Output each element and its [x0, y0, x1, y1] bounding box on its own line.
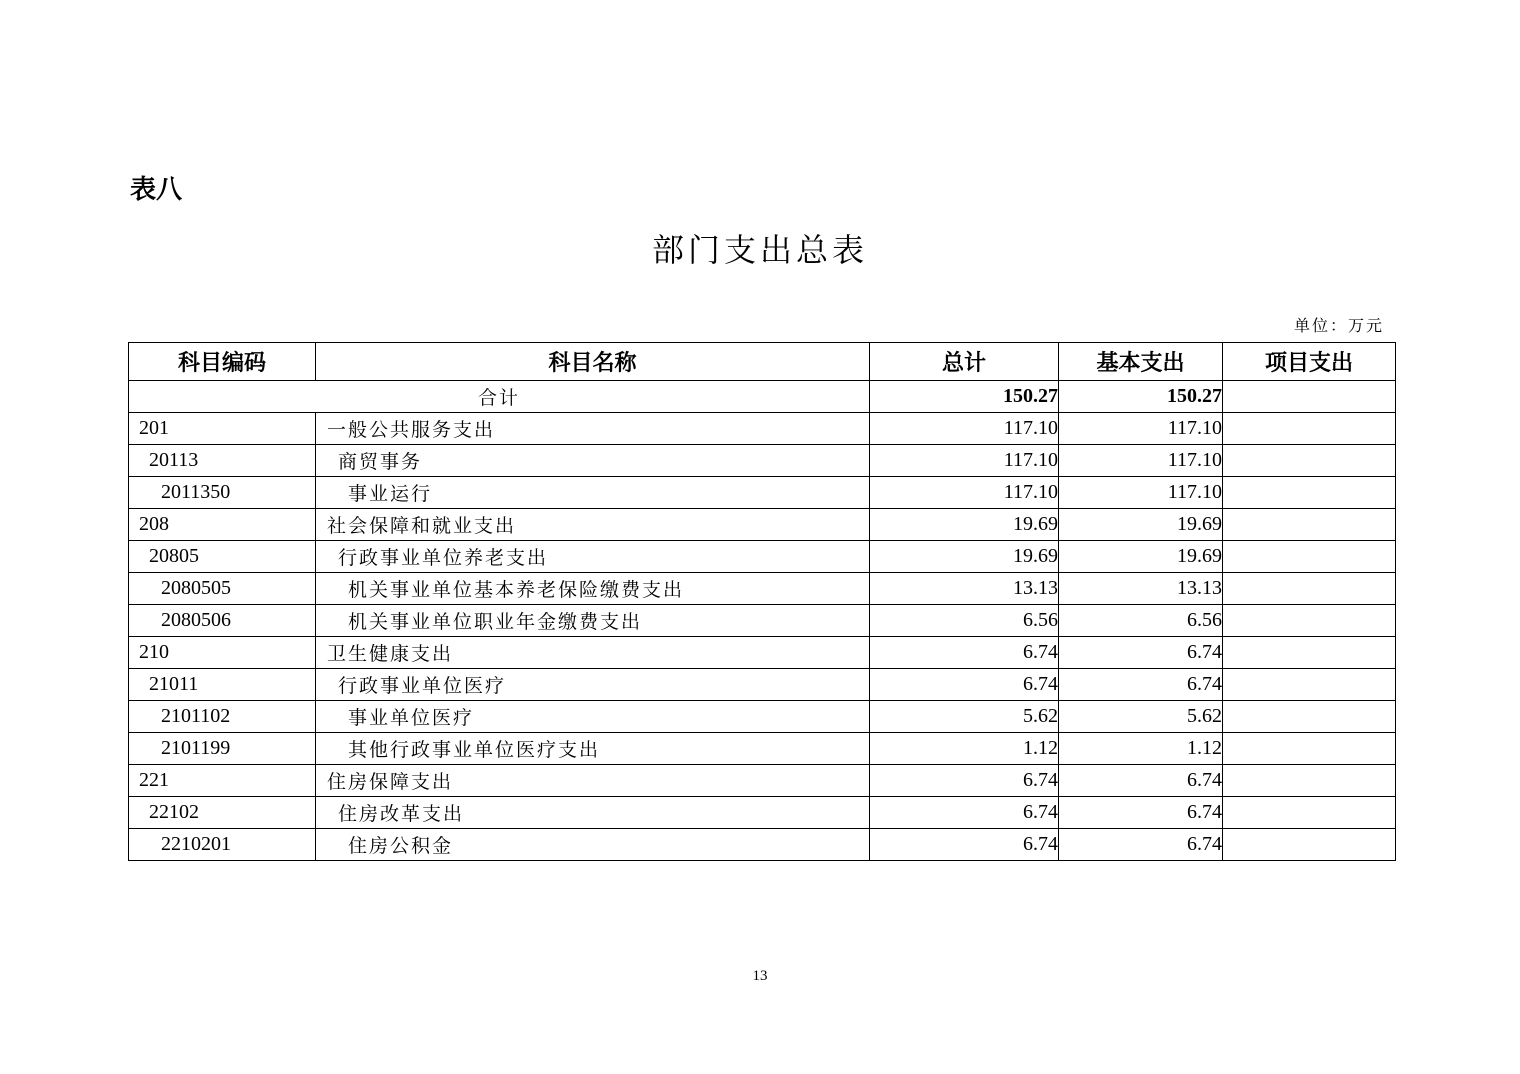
table-row [129, 605, 1396, 637]
page-number: 13 [752, 968, 768, 984]
row-code: 208 [129, 509, 316, 541]
expenditure-table [128, 342, 1396, 861]
table-row [129, 541, 1396, 573]
summary-label: 合计 [129, 381, 870, 413]
row-basic: 1.12 [1059, 733, 1223, 765]
row-name: 行政事业单位养老支出 [316, 541, 870, 573]
unit-label: 单位：万元 [1293, 316, 1384, 335]
row-project [1223, 669, 1396, 701]
row-name: 住房保障支出 [316, 765, 870, 797]
row-project [1223, 765, 1396, 797]
row-code: 2101102 [129, 701, 316, 733]
row-name: 卫生健康支出 [316, 637, 870, 669]
row-total: 19.69 [870, 541, 1059, 573]
row-basic: 117.10 [1059, 413, 1223, 445]
row-total: 13.13 [870, 573, 1059, 605]
row-code: 2011350 [129, 477, 316, 509]
row-total: 5.62 [870, 701, 1059, 733]
row-basic: 6.56 [1059, 605, 1223, 637]
table-row [129, 669, 1396, 701]
row-code: 221 [129, 765, 316, 797]
table-row [129, 477, 1396, 509]
table-row [129, 765, 1396, 797]
row-basic: 6.74 [1059, 669, 1223, 701]
row-project [1223, 637, 1396, 669]
row-total: 117.10 [870, 413, 1059, 445]
row-project [1223, 573, 1396, 605]
row-project [1223, 477, 1396, 509]
row-code: 2080506 [129, 605, 316, 637]
row-total: 6.74 [870, 829, 1059, 861]
header-total: 总计 [870, 343, 1059, 381]
row-total: 117.10 [870, 477, 1059, 509]
summary-row [129, 381, 1396, 413]
row-name: 其他行政事业单位医疗支出 [316, 733, 870, 765]
row-project [1223, 445, 1396, 477]
row-basic: 19.69 [1059, 541, 1223, 573]
row-code: 20113 [129, 445, 316, 477]
row-code: 22102 [129, 797, 316, 829]
document-title: 部门支出总表 [651, 231, 868, 269]
header-code: 科目编码 [129, 343, 316, 381]
row-code: 21011 [129, 669, 316, 701]
table-row [129, 637, 1396, 669]
row-total: 6.74 [870, 637, 1059, 669]
row-basic: 117.10 [1059, 477, 1223, 509]
row-project [1223, 701, 1396, 733]
row-code: 20805 [129, 541, 316, 573]
row-total: 6.74 [870, 765, 1059, 797]
row-name: 商贸事务 [316, 445, 870, 477]
table-row [129, 829, 1396, 861]
row-total: 6.74 [870, 797, 1059, 829]
row-name: 住房改革支出 [316, 797, 870, 829]
row-total: 6.56 [870, 605, 1059, 637]
row-name: 事业运行 [316, 477, 870, 509]
table-row [129, 701, 1396, 733]
row-code: 2101199 [129, 733, 316, 765]
row-project [1223, 733, 1396, 765]
row-total: 1.12 [870, 733, 1059, 765]
row-total: 117.10 [870, 445, 1059, 477]
table-label: 表八 [130, 175, 183, 205]
row-basic: 5.62 [1059, 701, 1223, 733]
row-basic: 6.74 [1059, 637, 1223, 669]
row-code: 210 [129, 637, 316, 669]
row-project [1223, 605, 1396, 637]
row-name: 一般公共服务支出 [316, 413, 870, 445]
row-project [1223, 829, 1396, 861]
header-project: 项目支出 [1223, 343, 1396, 381]
summary-basic: 150.27 [1059, 381, 1223, 413]
row-basic: 13.13 [1059, 573, 1223, 605]
row-basic: 19.69 [1059, 509, 1223, 541]
row-basic: 6.74 [1059, 829, 1223, 861]
row-basic: 117.10 [1059, 445, 1223, 477]
table-row [129, 509, 1396, 541]
row-project [1223, 541, 1396, 573]
header-row [129, 343, 1396, 381]
row-name: 事业单位医疗 [316, 701, 870, 733]
row-project [1223, 413, 1396, 445]
row-name: 行政事业单位医疗 [316, 669, 870, 701]
table-row [129, 413, 1396, 445]
table-row [129, 573, 1396, 605]
row-name: 机关事业单位职业年金缴费支出 [316, 605, 870, 637]
row-total: 19.69 [870, 509, 1059, 541]
row-total: 6.74 [870, 669, 1059, 701]
row-name: 机关事业单位基本养老保险缴费支出 [316, 573, 870, 605]
table-row [129, 797, 1396, 829]
row-code: 201 [129, 413, 316, 445]
row-code: 2210201 [129, 829, 316, 861]
table-row [129, 445, 1396, 477]
table-row [129, 733, 1396, 765]
row-name: 住房公积金 [316, 829, 870, 861]
row-project [1223, 509, 1396, 541]
row-project [1223, 797, 1396, 829]
row-basic: 6.74 [1059, 797, 1223, 829]
row-name: 社会保障和就业支出 [316, 509, 870, 541]
header-name: 科目名称 [316, 343, 870, 381]
row-basic: 6.74 [1059, 765, 1223, 797]
row-code: 2080505 [129, 573, 316, 605]
header-basic: 基本支出 [1059, 343, 1223, 381]
summary-project [1223, 381, 1396, 413]
summary-total: 150.27 [870, 381, 1059, 413]
